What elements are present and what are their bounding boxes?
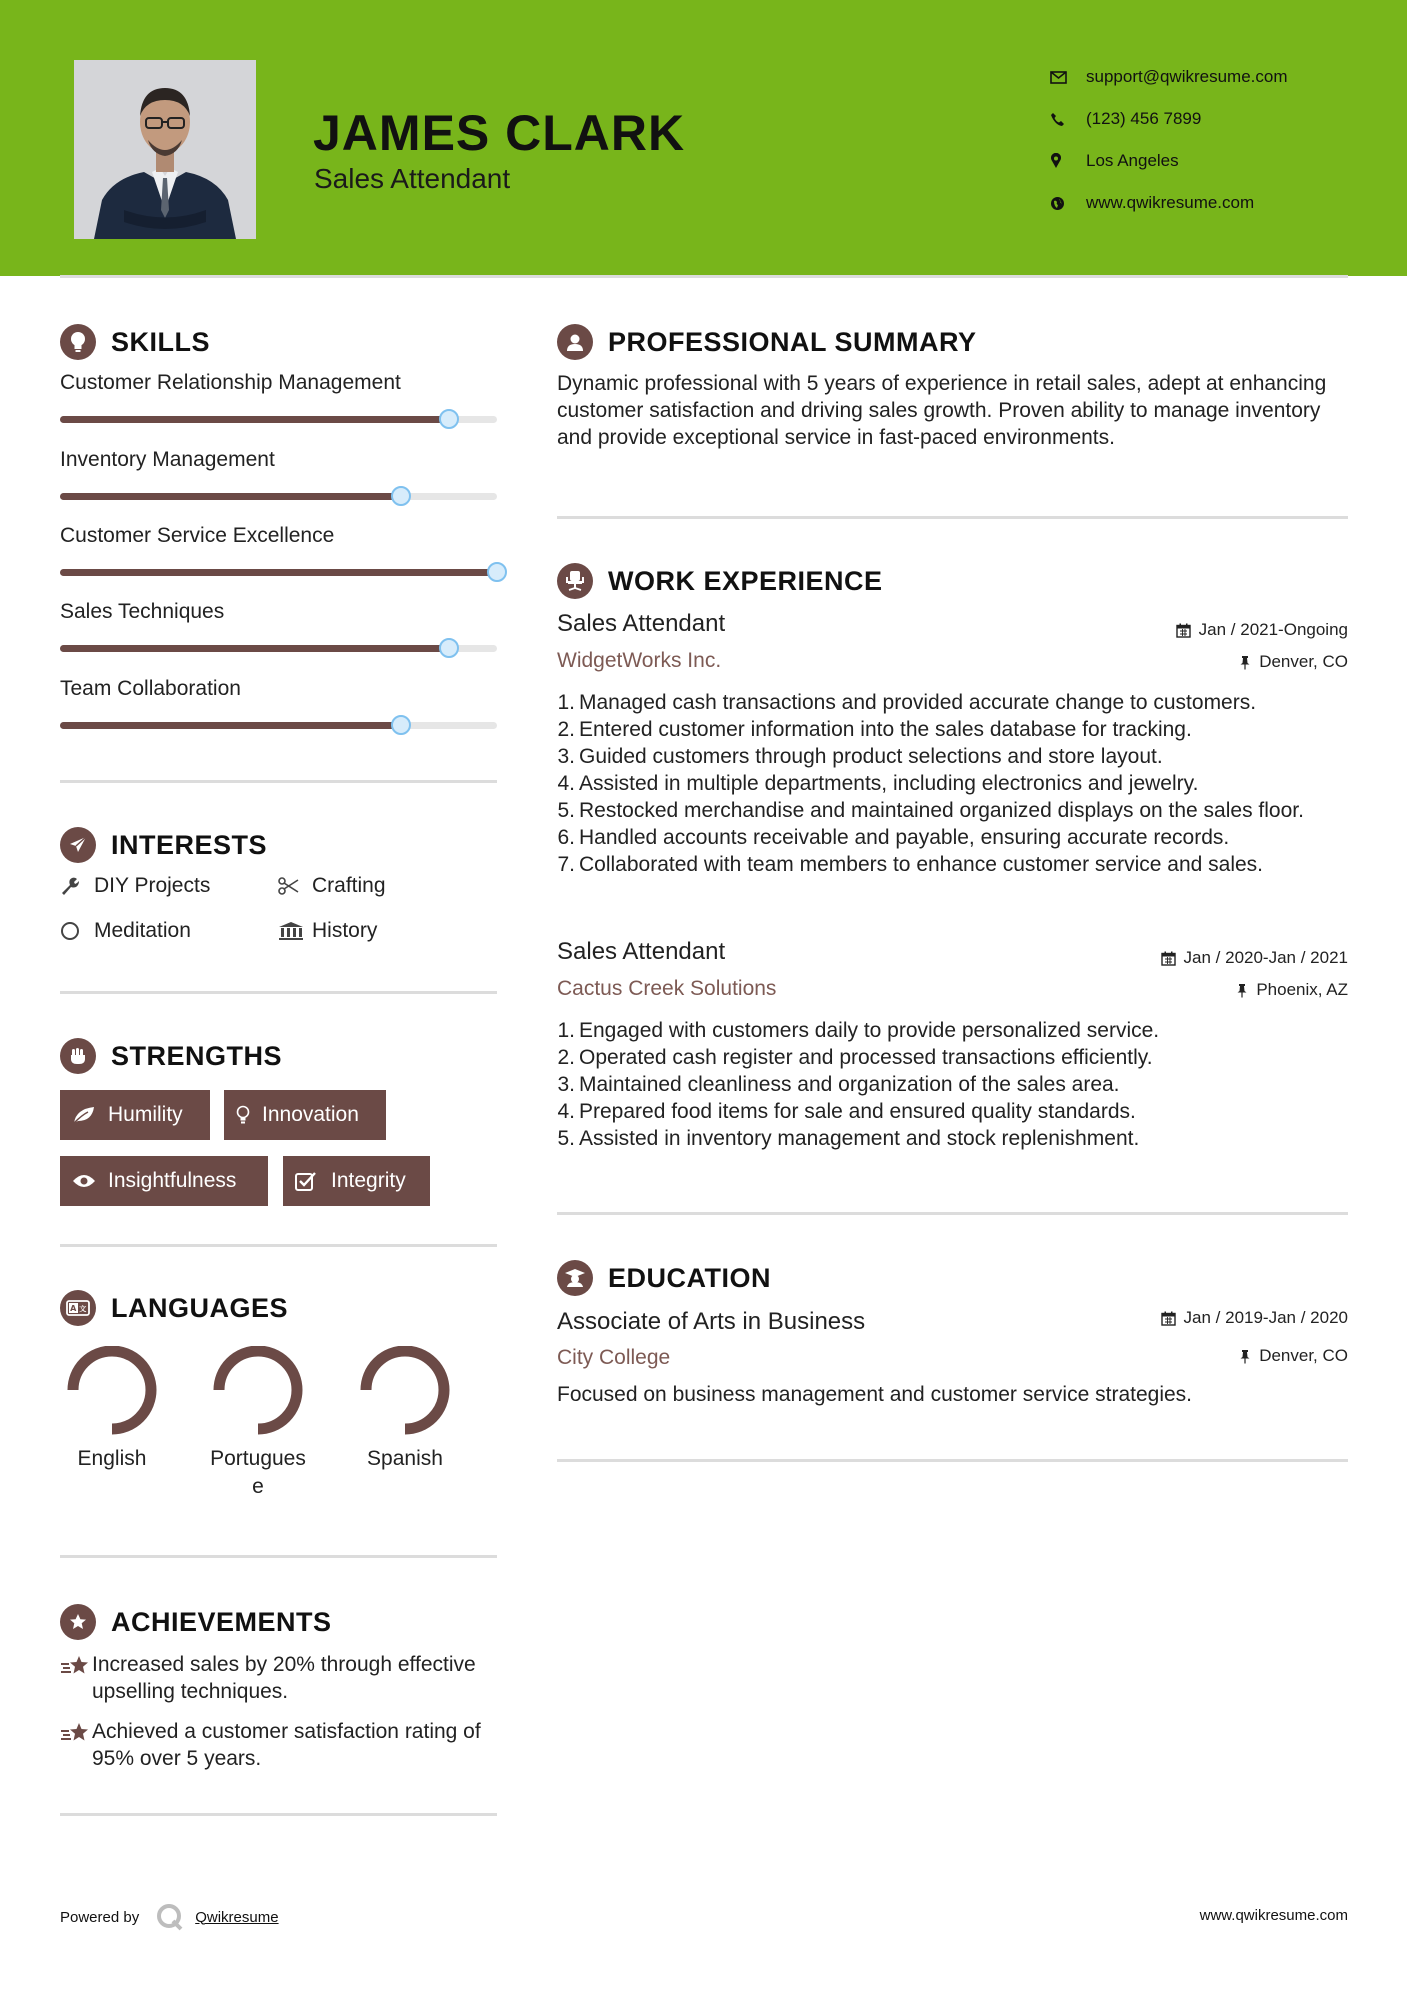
pushpin-icon	[1239, 655, 1251, 670]
section-divider	[60, 780, 497, 783]
pushpin-icon	[1236, 983, 1248, 998]
experience-heading-text: WORK EXPERIENCE	[608, 565, 883, 596]
duty-text: Engaged with customers daily to provide personalized service.	[579, 1019, 1160, 1042]
duty-text: Entered customer information into the sales database for tracking.	[579, 718, 1192, 741]
strengths-heading-text: STRENGTHS	[111, 1040, 283, 1071]
language-item	[37, 1346, 187, 1473]
job-location	[1236, 980, 1348, 1000]
duty-text: Restocked merchandise and maintained organized displays on the sales floor.	[579, 799, 1304, 822]
language-item	[330, 1346, 480, 1473]
strength-tag	[224, 1090, 386, 1140]
education-heading	[557, 1260, 771, 1296]
skill-bar-fill	[60, 645, 449, 652]
language-item	[183, 1346, 333, 1501]
section-divider	[60, 1244, 497, 1247]
graduate-icon	[557, 1260, 593, 1296]
summary-text: Dynamic professional with 5 years of experience in retail sales, adept at enhancing customer satisfaction and driving sales growth. Proven ability to manage inventory and provide exceptional service in fast-paced environments.	[557, 372, 1327, 449]
interest-label: DIY Projects	[94, 874, 211, 897]
fist-icon	[60, 1038, 96, 1074]
interests-heading-text: INTERESTS	[111, 829, 268, 860]
contact-phone[interactable]	[1050, 98, 1288, 140]
language-label: English	[77, 1447, 147, 1470]
strength-label: Innovation	[262, 1103, 359, 1126]
duty-text: Operated cash register and processed transactions efficiently.	[579, 1046, 1153, 1069]
qwikresume-logo-icon	[155, 1902, 185, 1932]
degree-title: Associate of Arts in Business	[557, 1308, 866, 1335]
list-item: 3. Guided customers through product selections and store layout.	[557, 745, 1163, 768]
achievements-heading-text: ACHIEVEMENTS	[111, 1606, 332, 1637]
lightbulb-icon	[60, 324, 96, 360]
section-divider	[557, 1459, 1348, 1462]
school-name: City College	[557, 1346, 671, 1369]
candidate-name: JAMES CLARK	[313, 105, 686, 161]
office-chair-icon	[557, 563, 593, 599]
list-item: 2. Operated cash register and processed transactions efficiently.	[557, 1046, 1153, 1069]
skill-bar	[60, 493, 497, 500]
wrench-icon	[60, 876, 94, 896]
education-heading-text: EDUCATION	[608, 1262, 771, 1293]
skills-heading-text: SKILLS	[111, 326, 211, 357]
duty-text: Assisted in multiple departments, including electronics and jewelry.	[579, 772, 1199, 795]
strength-tag	[60, 1090, 210, 1140]
duty-text: Assisted in inventory management and stock replenishment.	[579, 1127, 1140, 1150]
map-pin-icon	[1050, 153, 1086, 169]
user-icon	[557, 324, 593, 360]
candidate-role: Sales Attendant	[314, 163, 511, 194]
header-banner	[0, 0, 1407, 276]
skill-bar	[60, 416, 497, 423]
section-divider	[557, 516, 1348, 519]
list-item: 5. Restocked merchandise and maintained organized displays on the sales floor.	[557, 799, 1304, 822]
skill-bar-fill	[60, 416, 449, 423]
shooting-star-icon	[60, 1718, 92, 1772]
job-duties	[557, 689, 1357, 878]
website-text: www.qwikresume.com	[1086, 193, 1255, 212]
strength-label: Humility	[108, 1103, 183, 1126]
summary-heading	[557, 324, 977, 360]
achievement-item	[60, 1651, 490, 1705]
achievement-text: Increased sales by 20% through effective upselling techniques.	[92, 1653, 476, 1703]
duty-text: Prepared food items for sale and ensured quality standards.	[579, 1100, 1136, 1123]
lightbulb-icon	[236, 1105, 262, 1125]
interest-label: History	[312, 919, 378, 942]
qwikresume-link[interactable]: Qwikresume	[195, 1908, 279, 1926]
powered-by-text: Powered by	[60, 1908, 140, 1926]
star-badge-icon	[60, 1604, 96, 1640]
section-divider	[60, 1813, 497, 1816]
footer-website[interactable]: www.qwikresume.com	[1199, 1907, 1348, 1924]
education-dates-text: Jan / 2019-Jan / 2020	[1183, 1308, 1348, 1327]
strengths-heading	[60, 1038, 282, 1074]
job-location	[1239, 652, 1348, 672]
contact-location	[1050, 140, 1288, 182]
skill-bar-knob[interactable]	[439, 409, 459, 429]
calendar-icon	[1176, 623, 1191, 638]
calendar-icon	[1161, 951, 1176, 966]
list-item: 4. Prepared food items for sale and ensured quality standards.	[557, 1100, 1136, 1123]
skill-label: Inventory Management	[60, 448, 275, 471]
skill-bar	[60, 645, 497, 652]
education-location-text: Denver, CO	[1259, 1346, 1348, 1365]
language-label: Spanish	[367, 1447, 443, 1470]
languages-heading-text: LANGUAGES	[111, 1292, 289, 1323]
strength-tag	[60, 1156, 268, 1206]
eye-icon	[72, 1173, 108, 1189]
phone-text: (123) 456 7899	[1086, 109, 1202, 128]
languages-heading	[60, 1290, 288, 1326]
email-text: support@qwikresume.com	[1086, 67, 1288, 86]
contact-email[interactable]	[1050, 56, 1288, 98]
job-title: Sales Attendant	[557, 938, 726, 965]
duty-text: Managed cash transactions and provided accurate change to customers.	[579, 691, 1257, 714]
phone-icon	[1050, 112, 1086, 127]
location-text: Los Angeles	[1086, 151, 1179, 170]
interest-item	[60, 919, 191, 943]
duty-text: Collaborated with team members to enhance customer service and sales.	[579, 853, 1263, 876]
company-name: Cactus Creek Solutions	[557, 977, 777, 1000]
institution-icon	[278, 921, 312, 941]
experience-heading	[557, 563, 883, 599]
section-divider	[557, 1212, 1348, 1215]
skills-heading	[60, 324, 210, 360]
skill-bar-knob[interactable]	[487, 562, 507, 582]
section-divider	[60, 991, 497, 994]
language-label: Portugues e	[210, 1447, 306, 1498]
skill-bar-fill	[60, 722, 401, 729]
profile-photo	[74, 60, 256, 239]
calendar-icon	[1161, 1311, 1176, 1326]
envelope-icon	[1050, 71, 1086, 84]
interests-heading	[60, 827, 267, 863]
interest-label: Meditation	[94, 919, 191, 942]
job-duties	[557, 1017, 1357, 1152]
skill-bar-fill	[60, 569, 497, 576]
interest-label: Crafting	[312, 874, 386, 897]
leaf-icon	[72, 1105, 108, 1125]
section-divider	[60, 1555, 497, 1558]
strength-label: Insightfulness	[108, 1169, 237, 1192]
skill-bar	[60, 569, 497, 576]
globe-icon	[1050, 196, 1086, 211]
svg-text:文: 文	[79, 1305, 87, 1313]
list-item: 4. Assisted in multiple departments, including electronics and jewelry.	[557, 772, 1199, 795]
footer-powered-by	[60, 1902, 279, 1932]
achievement-item	[60, 1718, 490, 1772]
skill-label: Team Collaboration	[60, 677, 241, 700]
duty-text: Guided customers through product selections and store layout.	[579, 745, 1163, 768]
achievement-text: Achieved a customer satisfaction rating of 95% over 5 years.	[92, 1720, 481, 1770]
strength-label: Integrity	[331, 1169, 406, 1192]
skill-label: Customer Relationship Management	[60, 371, 401, 394]
job-dates-text: Jan / 2021-Ongoing	[1198, 620, 1348, 639]
summary-heading-text: PROFESSIONAL SUMMARY	[608, 326, 977, 357]
check-square-icon	[295, 1171, 331, 1191]
job-title: Sales Attendant	[557, 610, 726, 637]
strength-tag	[283, 1156, 430, 1206]
circle-icon	[60, 921, 94, 941]
education-dates	[1161, 1308, 1348, 1328]
language-level-gauge	[37, 1346, 187, 1440]
list-item: 1. Managed cash transactions and provided accurate change to customers.	[557, 691, 1257, 714]
language-level-gauge	[330, 1346, 480, 1440]
company-name: WidgetWorks Inc.	[557, 649, 722, 672]
shooting-star-icon	[60, 1651, 92, 1705]
achievements-heading	[60, 1604, 332, 1640]
education-description: Focused on business management and customer service strategies.	[557, 1383, 1192, 1406]
skill-bar	[60, 722, 497, 729]
job-dates	[1176, 620, 1348, 640]
contact-website[interactable]	[1050, 182, 1288, 224]
skill-bar-knob[interactable]	[439, 638, 459, 658]
job-dates	[1161, 948, 1348, 968]
svg-text:A: A	[70, 1304, 77, 1313]
job-location-text: Phoenix, AZ	[1256, 980, 1348, 999]
job-dates-text: Jan / 2020-Jan / 2021	[1183, 948, 1348, 967]
list-item: 2. Entered customer information into the sales database for tracking.	[557, 718, 1192, 741]
education-location	[1239, 1346, 1348, 1366]
duty-text: Handled accounts receivable and payable, ensuring accurate records.	[579, 826, 1230, 849]
skill-bar-fill	[60, 493, 401, 500]
interest-item	[278, 874, 386, 898]
skill-bar-knob[interactable]	[391, 486, 411, 506]
interest-item	[278, 919, 377, 943]
skill-label: Sales Techniques	[60, 600, 225, 623]
contact-list	[1050, 56, 1288, 224]
list-item: 6. Handled accounts receivable and payable, ensuring accurate records.	[557, 826, 1230, 849]
list-item: 1. Engaged with customers daily to provide personalized service.	[557, 1019, 1160, 1042]
language-icon	[60, 1290, 96, 1326]
interest-item	[60, 874, 210, 898]
list-item: 5. Assisted in inventory management and stock replenishment.	[557, 1127, 1140, 1150]
scissors-icon	[278, 877, 312, 895]
skill-bar-knob[interactable]	[391, 715, 411, 735]
header-divider	[60, 275, 1348, 278]
skill-label: Customer Service Excellence	[60, 524, 335, 547]
language-level-gauge	[183, 1346, 333, 1440]
job-location-text: Denver, CO	[1259, 652, 1348, 671]
list-item: 3. Maintained cleanliness and organization of the sales area.	[557, 1073, 1120, 1096]
pushpin-icon	[1239, 1349, 1251, 1364]
duty-text: Maintained cleanliness and organization of the sales area.	[579, 1073, 1120, 1096]
paper-plane-icon	[60, 827, 96, 863]
list-item: 7. Collaborated with team members to enhance customer service and sales.	[557, 853, 1263, 876]
